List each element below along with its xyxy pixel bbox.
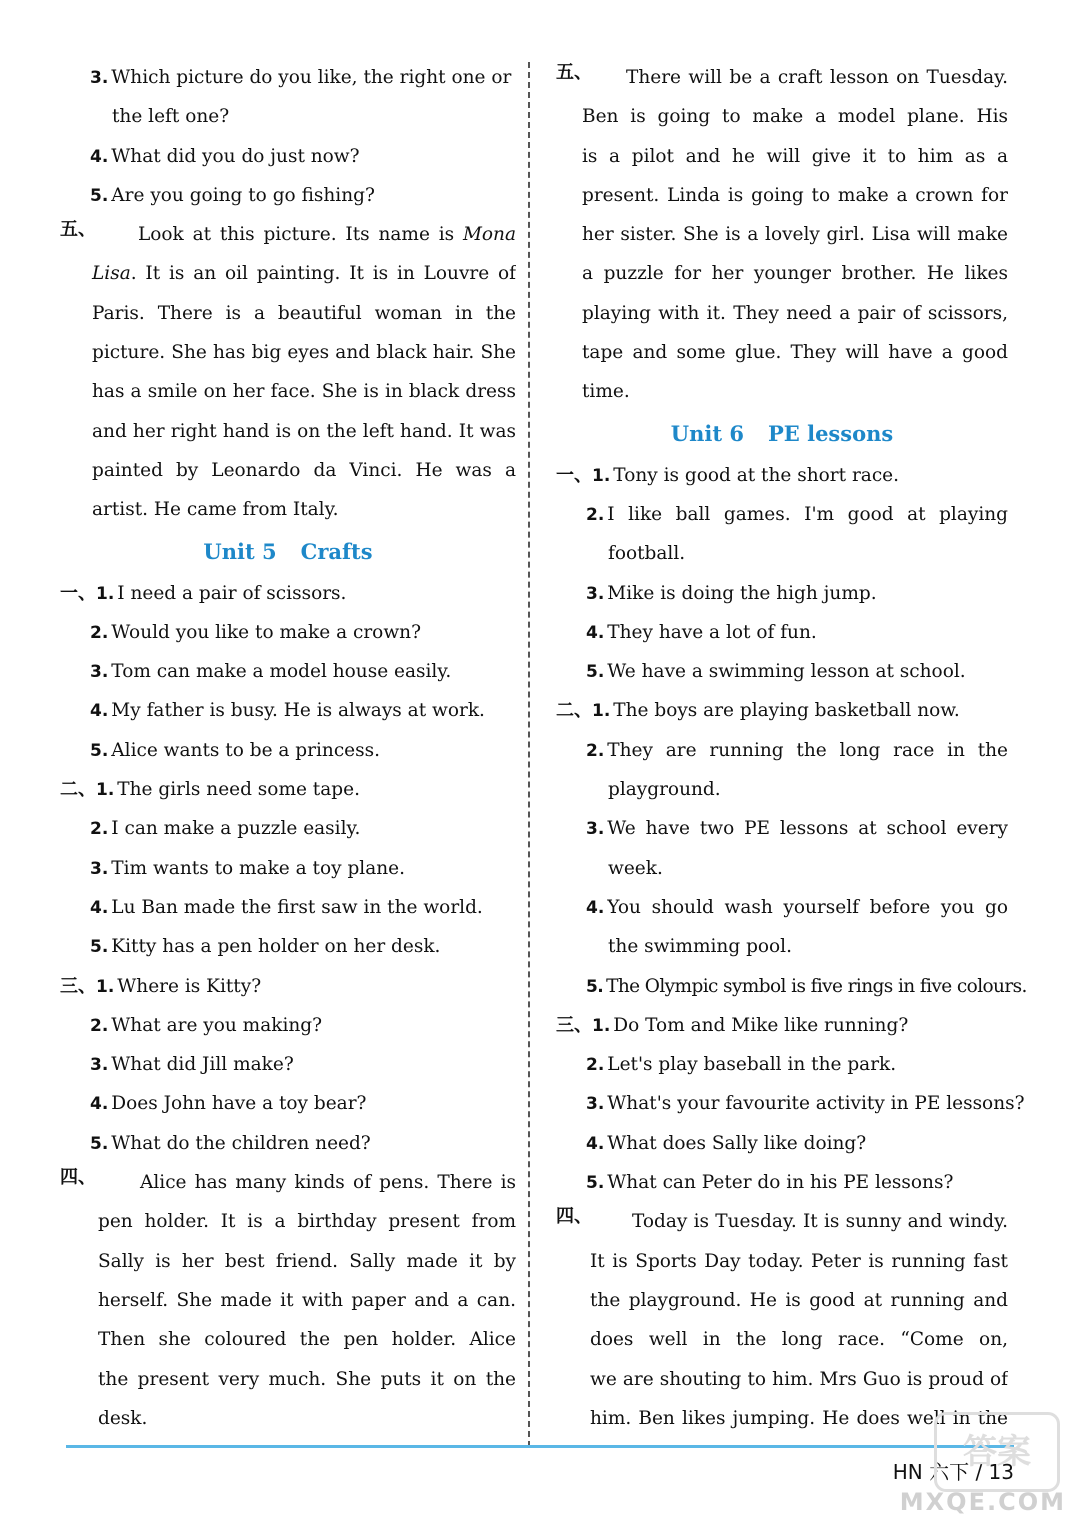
list-item: 2. Let's play baseball in the park. (586, 1054, 897, 1076)
section-five-passage: 五、 There will be a craft lesson on Tuesday. Ben is going to make a model plane. His is a pilot and he will give it to him as a present. Linda is going to make a crown for her sister. She is a lovely girl. Lisa will make a puzzle for her younger brother. He likes playing with it. They need a pair of scissors, tape and some glue. They will have a good time. (556, 58, 1008, 412)
page-number: HN 六下 / 13 (892, 1460, 1014, 1484)
list-item: 3. Tom can make a model house easily. (90, 661, 452, 683)
right-column (556, 58, 1027, 1438)
section-three (60, 967, 516, 1163)
list-item: 二、1. The boys are playing basketball now. (556, 700, 960, 722)
unit-heading: Unit 6 PE lessons (670, 420, 894, 446)
list-item-continuation: week. (608, 857, 663, 879)
list-item: 5. The Olympic symbol is five rings in five colours. (586, 975, 1027, 997)
watermark-seal-icon: 答案 (934, 1412, 1060, 1492)
section-label: 一、 (60, 582, 96, 604)
section-label: 四、 (60, 1167, 96, 1189)
list-item: 3. What's your favourite activity in PE lessons? (586, 1093, 1025, 1115)
list-item: 5. Alice wants to be a princess. (90, 739, 380, 761)
column-divider (528, 62, 530, 1447)
section-label: 三、 (556, 1014, 592, 1036)
list-item-continuation: the left one? (112, 106, 230, 128)
list-item: 4. Lu Ban made the first saw in the world. (90, 896, 483, 918)
watermark-site: MXQE.COM (899, 1488, 1066, 1516)
list-item: 3. We have two PE lessons at school every (586, 818, 1008, 840)
list-item: 二、1. The girls need some tape. (60, 779, 360, 801)
list-item: 5. Kitty has a pen holder on her desk. (90, 936, 441, 958)
list-item: 三、1. Where is Kitty? (60, 975, 262, 997)
section-two (556, 691, 1027, 1005)
list-item: 一、1. I need a pair of scissors. (60, 582, 347, 604)
section-label: 二、 (556, 700, 592, 722)
section-label: 三、 (60, 975, 96, 997)
list-item: 3. Tim wants to make a toy plane. (90, 857, 405, 879)
list-item: 3. Which picture do you like, the right one or (90, 67, 512, 88)
list-item: 3. What did Jill make? (90, 1054, 294, 1076)
section-label: 五、 (60, 219, 96, 241)
section-label: 一、 (556, 464, 592, 486)
list-item: 4. My father is busy. He is always at work. (90, 700, 485, 722)
list-item: 3. Mike is doing the high jump. (586, 582, 877, 604)
list-item: 2. I can make a puzzle easily. (90, 818, 361, 840)
list-item: 4. They have a lot of fun. (586, 621, 817, 643)
unit-heading: Unit 5 Crafts (203, 538, 373, 564)
section-label: 四、 (556, 1206, 592, 1228)
list-item: 三、1. Do Tom and Mike like running? (556, 1014, 909, 1036)
list-item: 一、1. Tony is good at the short race. (556, 464, 900, 486)
list-item: 2. What are you making? (90, 1014, 323, 1036)
section-four-passage: 四、 Alice has many kinds of pens. There is pen holder. It is a birthday present from Sally is her best friend. Sally made it by herself. She made it with paper and a can. Then she coloured the pen holder. Alice the present very much. She puts it on the desk. (60, 1163, 516, 1438)
list-item-continuation: the swimming pool. (608, 936, 792, 958)
list-item-continuation: playground. (608, 779, 721, 801)
list-item: 4. Does John have a toy bear? (90, 1093, 367, 1115)
list-item: 2. Would you like to make a crown? (90, 621, 421, 643)
section-one (60, 574, 516, 770)
list-item: 5. We have a swimming lesson at school. (586, 661, 966, 683)
list-item: 5. Are you going to go fishing? (90, 184, 375, 206)
list-item-continuation: football. (608, 543, 686, 565)
list-item: 2. They are running the long race in the (586, 739, 1008, 761)
footer-rule (66, 1445, 1014, 1448)
section-label: 二、 (60, 779, 96, 801)
list-item: 2. I like ball games. I'm good at playing (586, 503, 1008, 525)
list-item: 5. What can Peter do in his PE lessons? (586, 1172, 954, 1194)
list-item: 4. What did you do just now? (90, 145, 360, 167)
section-five-passage: 五、 Look at this picture. Its name is Mona Lisa. It is an oil painting. It is in Louvre of Paris. There is a beautiful woman in the picture. She has big eyes and black hair. She has a smile on her face. She is in black dress and her right hand is on the left hand. It was painted by Leonardo da Vinci. He was a artist. He came from Italy. (60, 215, 516, 529)
section-one (556, 456, 1008, 692)
list-item: 5. What do the children need? (90, 1132, 371, 1154)
section-three (556, 1006, 1025, 1202)
list-item: 4. What does Sally like doing? (586, 1132, 867, 1154)
section-label: 五、 (556, 62, 592, 83)
section-four-passage: 四、 Today is Tuesday. It is sunny and windy. It is Sports Day today. Peter is running fast the playground. He is good at running and does well in the long race. “Come on, we are shouting to him. Mrs Guo is proud of him. Ben likes jumping. He does well in the (556, 1202, 1008, 1438)
section-two (60, 770, 516, 966)
list-item: 4. You should wash yourself before you go (586, 896, 1008, 918)
left-column (60, 58, 516, 1438)
